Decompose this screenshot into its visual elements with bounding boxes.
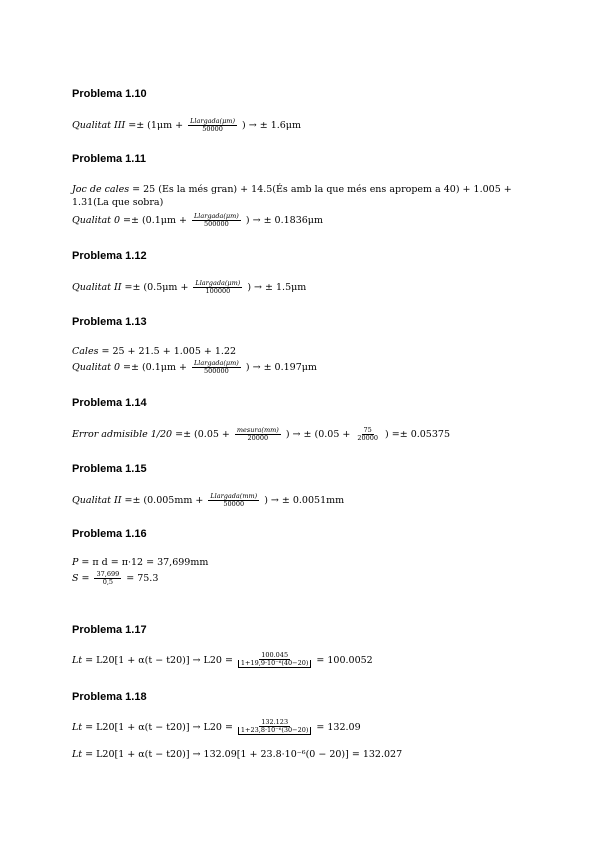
equation-lhs: Lt (72, 721, 83, 733)
equation-lhs: Error admisible 1/20 (72, 429, 173, 440)
equation-1-11-line1 (72, 183, 542, 209)
fraction-numerator: 75 (363, 426, 372, 434)
equation-lhs: Qualitat II (72, 495, 122, 506)
fraction (192, 213, 241, 228)
equation-1-13-line1 (72, 346, 236, 357)
equation-1-15 (72, 493, 344, 508)
heading-problema-1-17: Problema 1.17 (72, 624, 147, 636)
equation-1-18-line1 (72, 719, 361, 735)
fraction-numerator: Llargada(μm) (190, 117, 236, 125)
equation-result: ) → ± 1.6μm (242, 120, 301, 131)
equation-result: = 100.0052 (316, 654, 373, 666)
equation-lhs: Qualitat III (72, 120, 126, 131)
equation-text: = (81, 573, 90, 584)
equation-text: = L20[1 + α(t − t20)] → 132.09[1 + 23.8·10⁻⁶(0 − 20)] = 132.027 (85, 749, 403, 760)
fraction-denominator: 20000 (247, 434, 269, 442)
equation-1-17 (72, 652, 373, 668)
equation-lhs: Qualitat 0 (72, 215, 121, 226)
fraction-denominator: 100000 (205, 287, 231, 295)
fraction (238, 652, 312, 668)
equation-result: = 132.09 (316, 721, 361, 733)
fraction-denominator: 1+23,8·10⁻⁶(30−20) (238, 727, 312, 735)
heading-problema-1-14: Problema 1.14 (72, 397, 147, 409)
equation-text: =± (0.5μm + (124, 282, 189, 293)
fraction-numerator: Llargada(mm) (210, 492, 258, 500)
equation-text: =± (0.005mm + (124, 495, 204, 506)
equation-lhs: P (72, 557, 79, 568)
fraction-numerator: Llargada(μm) (195, 279, 241, 287)
equation-1-16-line2 (72, 571, 158, 586)
equation-result: ) → ± 0.0051mm (264, 495, 345, 506)
equation-text: =± (1μm + (128, 120, 184, 131)
heading-problema-1-16: Problema 1.16 (72, 528, 147, 540)
heading-problema-1-13: Problema 1.13 (72, 316, 147, 328)
fraction (235, 427, 281, 442)
equation-text: =± (0.1μm + (123, 362, 187, 373)
fraction-denominator: 20000 (357, 434, 379, 442)
equation-result: ) → ± 0.197μm (245, 362, 317, 373)
equation-lhs: Qualitat 0 (72, 362, 121, 373)
equation-lhs: Lt (72, 749, 83, 760)
equation-lhs: Joc de cales (72, 184, 130, 195)
fraction-numerator: mesura(mm) (236, 426, 279, 434)
equation-1-18-line2 (72, 749, 402, 760)
fraction-denominator: 50000 (223, 500, 245, 508)
fraction-numerator: Llargada(μm) (193, 359, 239, 367)
equation-result: ) → ± 1.5μm (247, 282, 307, 293)
equation-text: = 25 (Es la més gran) + 14.5(És amb la que més ens apropem a 40) + 1.005 + 1.31(La que sobra) (72, 184, 512, 208)
heading-problema-1-10: Problema 1.10 (72, 88, 147, 100)
equation-lhs: Qualitat II (72, 282, 122, 293)
fraction (188, 118, 237, 133)
equation-1-16-line1 (72, 557, 208, 568)
equation-text: = π d = π·12 = 37,699mm (81, 557, 209, 568)
equation-1-12 (72, 280, 306, 295)
fraction-numerator: 132.123 (261, 718, 289, 726)
heading-problema-1-12: Problema 1.12 (72, 250, 147, 262)
fraction-denominator: 0,5 (102, 578, 114, 586)
fraction-numerator: 37,699 (96, 570, 120, 578)
fraction-numerator: 100.045 (261, 651, 289, 659)
equation-lhs: Cales (72, 346, 99, 357)
fraction (208, 493, 259, 508)
equation-text: = L20[1 + α(t − t20)] → L20 = (85, 721, 233, 733)
fraction (238, 719, 312, 735)
fraction-denominator: 500000 (203, 220, 229, 228)
fraction (192, 360, 241, 375)
heading-problema-1-15: Problema 1.15 (72, 463, 147, 475)
fraction (193, 280, 242, 295)
equation-result: = 75.3 (126, 573, 159, 584)
fraction-denominator: 1+19,9·10⁻⁶(40−20) (238, 660, 312, 668)
equation-lhs: Lt (72, 654, 83, 666)
equation-lhs: S (72, 573, 79, 584)
equation-text: ) → ± (0.05 + (285, 429, 351, 440)
equation-text: =± (0.1μm + (123, 215, 187, 226)
equation-result: ) =± 0.05375 (385, 429, 450, 440)
equation-1-13-line2 (72, 360, 317, 375)
fraction (355, 427, 380, 442)
fraction (94, 571, 121, 586)
heading-problema-1-18: Problema 1.18 (72, 691, 147, 703)
equation-text: = 25 + 21.5 + 1.005 + 1.22 (101, 346, 237, 357)
equation-1-10 (72, 118, 301, 133)
heading-problema-1-11: Problema 1.11 (72, 153, 146, 165)
fraction-denominator: 50000 (202, 125, 223, 133)
fraction-denominator: 500000 (203, 367, 229, 375)
equation-text: = L20[1 + α(t − t20)] → L20 = (85, 654, 233, 666)
equation-text: =± (0.05 + (175, 429, 230, 440)
fraction-numerator: Llargada(μm) (193, 212, 239, 220)
equation-result: ) → ± 0.1836μm (245, 215, 323, 226)
equation-1-14 (72, 427, 450, 442)
equation-1-11-line2 (72, 213, 323, 228)
